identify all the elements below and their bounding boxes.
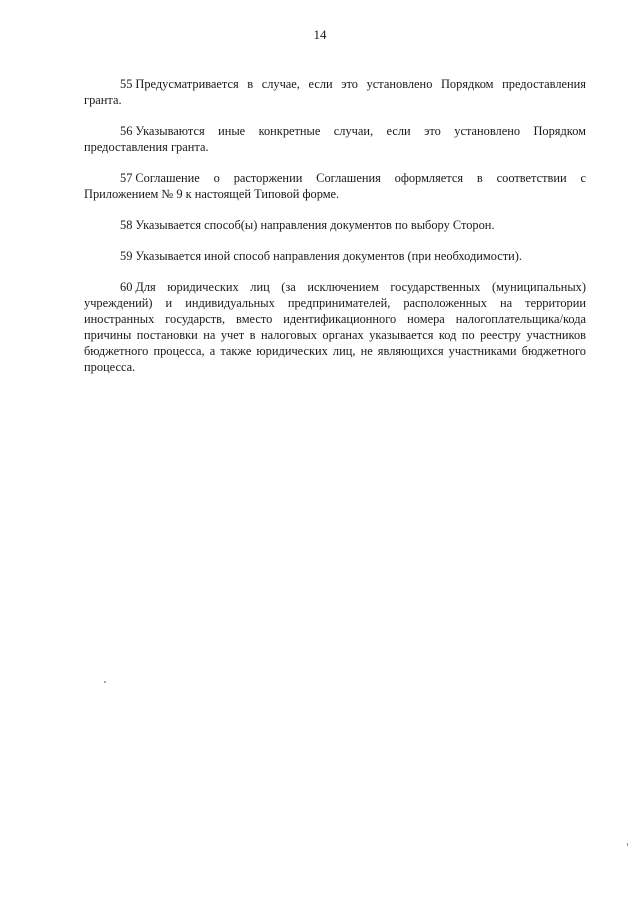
footnote-55 [84,76,586,108]
footnote-60 [84,279,586,375]
footnote-text: Предусматривается в случае, если это установлено Порядком предоставления гранта. [84,77,586,107]
footnote-57 [84,170,586,202]
footnote-text: Соглашение о расторжении Соглашения оформляется в соответствии с Приложением № 9 к настоящей Типовой форме. [84,171,586,201]
footnotes-list [84,76,586,390]
footnote-number: 55 [120,77,133,91]
scan-artifact [627,843,628,846]
footnote-number: 60 [120,280,133,294]
footnote-text: Указываются иные конкретные случаи, если это установлено Порядком предоставления гранта. [84,124,586,154]
footnote-58 [84,217,586,233]
footnote-number: 57 [120,171,133,185]
footnote-text: Указывается способ(ы) направления документов по выбору Сторон. [135,218,495,232]
footnote-number: 58 [120,218,133,232]
footnote-56 [84,123,586,155]
scan-artifact [104,681,106,683]
footnote-number: 59 [120,249,133,263]
page-number: 14 [313,27,327,42]
footnote-text: Для юридических лиц (за исключением государственных (муниципальных) учреждений) и индивидуальных предпринимателей, расположенных на территории иностранных государств, вместо идентификационного номера налогоплательщика/кода причины постановки на учет в налоговых органах указывается код по реестру участников бюджетного процесса, а также юридических лиц, не являющихся участниками бюджетного процесса. [84,280,586,374]
footnote-text: Указывается иной способ направления документов (при необходимости). [135,249,523,263]
footnote-number: 56 [120,124,133,138]
footnote-59 [84,248,586,264]
